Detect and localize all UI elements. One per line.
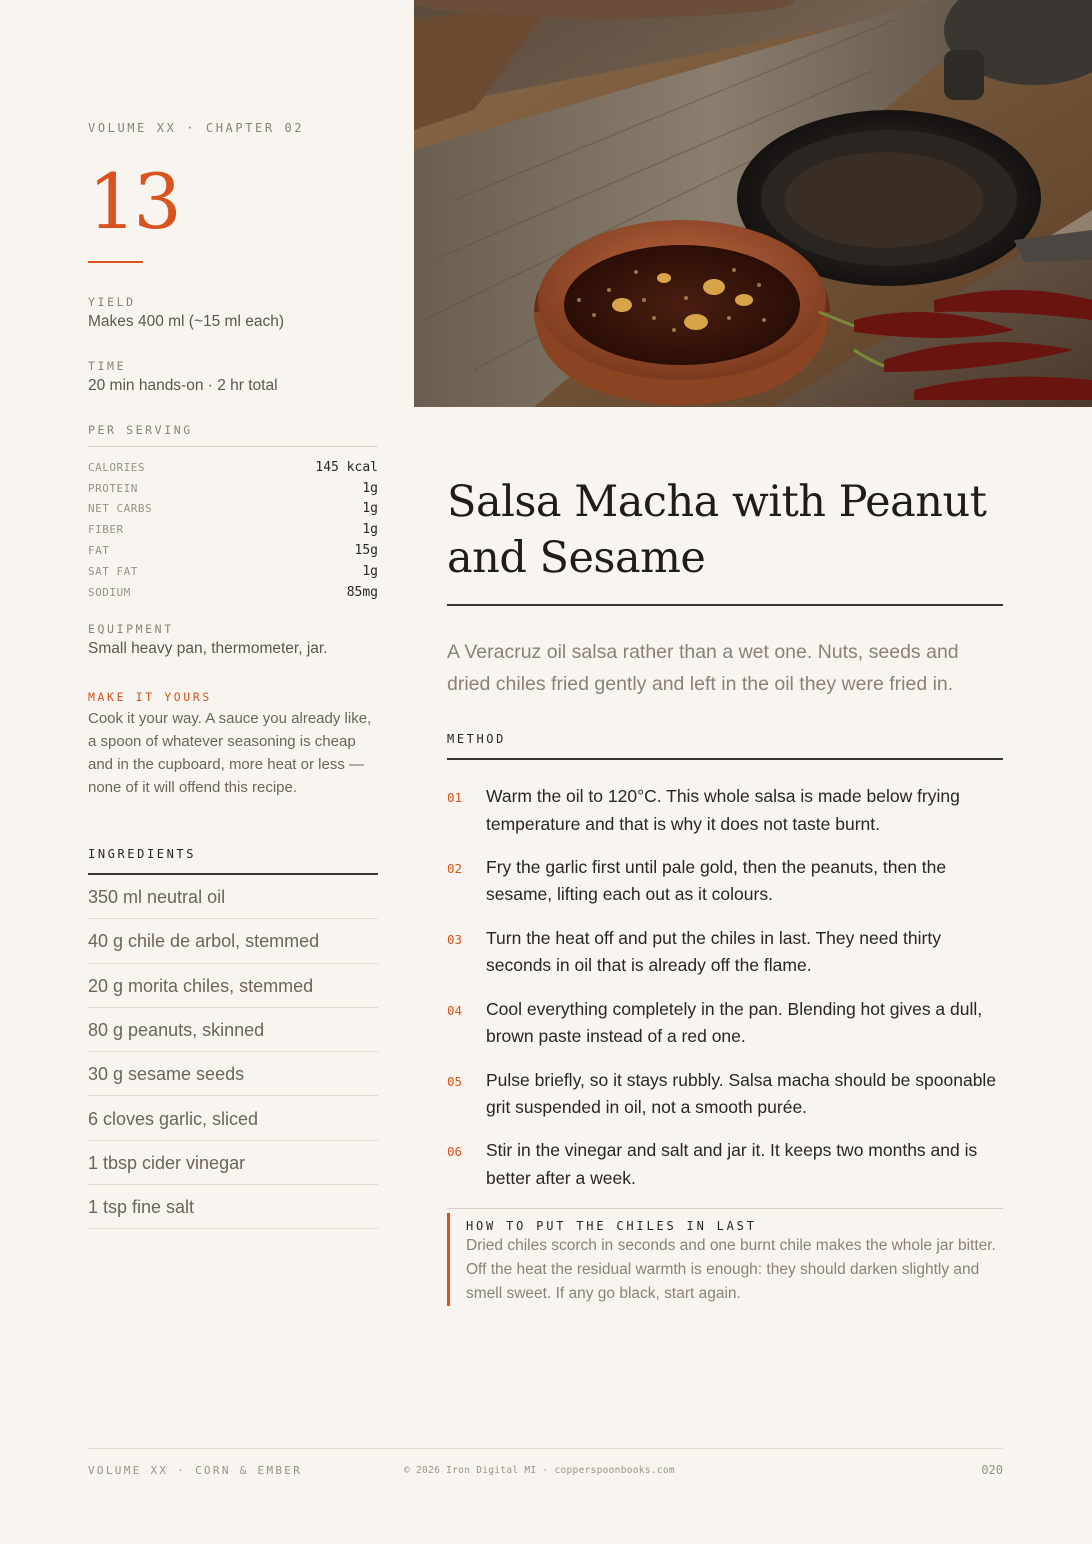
ingredient-item: 6 cloves garlic, sliced xyxy=(88,1096,378,1140)
method-step xyxy=(447,925,1003,996)
method-step xyxy=(447,783,1003,854)
ingredient-item: 40 g chile de arbol, stemmed xyxy=(88,919,378,963)
step-text: Fry the garlic first until pale gold, then the peanuts, then the sesame, lifting each out as it colours. xyxy=(486,856,947,905)
ingredient-item: 1 tbsp cider vinegar xyxy=(88,1141,378,1185)
step-number: 02 xyxy=(447,860,463,876)
nutrition-row xyxy=(88,582,378,603)
step-number: 01 xyxy=(447,790,463,805)
recipe-description: A Veracruz oil salsa rather than a wet one. Nuts, seeds and dried chiles fried gently and left in the oil they were fried in. xyxy=(447,641,959,695)
method-step xyxy=(447,996,1003,1067)
make-it-yours-block xyxy=(88,690,378,799)
ingredient-item: 30 g sesame seeds xyxy=(88,1052,378,1096)
page-number: 020 xyxy=(981,1463,1003,1477)
ingredient-item: 20 g morita chiles, stemmed xyxy=(88,964,378,1008)
step-text: Stir in the vinegar and salt and jar it. It keeps two months and is better after a week. xyxy=(486,1140,978,1188)
footer-copyright: © 2026 Iron Digital MI · copperspoonbooks.com xyxy=(404,1465,675,1476)
nutrition-value: 85mg xyxy=(346,584,378,600)
yield-block xyxy=(88,295,378,331)
ingredient-item: 350 ml neutral oil xyxy=(88,875,378,919)
tip-divider xyxy=(447,1208,1003,1209)
nutrition-name: FIBER xyxy=(88,523,124,537)
nutrition-row xyxy=(88,478,378,499)
yield-label: YIELD xyxy=(88,295,136,309)
recipe-title: Salsa Macha with Peanut and Sesame xyxy=(447,477,987,583)
nutrition-name: CALORIES xyxy=(88,460,145,474)
step-number: 03 xyxy=(447,931,463,947)
time-value: 20 min hands-on · 2 hr total xyxy=(88,377,278,394)
make-it-yours-label: MAKE IT YOURS xyxy=(88,690,212,704)
time-block xyxy=(88,359,378,395)
tip-text: Dried chiles scorch in seconds and one burnt chile makes the whole jar bitter. Off the heat the residual warmth is enough: they should darken slightly and smell sweet. If any go black, start again. xyxy=(466,1237,996,1302)
method-step xyxy=(447,1067,1003,1138)
equipment-label: EQUIPMENT xyxy=(88,622,174,636)
nutrition-value: 145 kcal xyxy=(315,459,378,475)
nutrition-row xyxy=(88,457,378,478)
nutrition-block xyxy=(88,423,378,603)
nutrition-name: FAT xyxy=(88,544,110,558)
hero-photo xyxy=(414,0,1092,407)
nutrition-divider xyxy=(88,446,378,447)
method-step xyxy=(447,854,1003,925)
yield-value: Makes 400 ml (~15 ml each) xyxy=(88,313,284,330)
nutrition-name: NET CARBS xyxy=(88,502,153,516)
per-serving-label: PER SERVING xyxy=(88,423,193,437)
ingredients-label: INGREDIENTS xyxy=(88,847,197,861)
equipment-value: Small heavy pan, thermometer, jar. xyxy=(88,640,328,657)
nutrition-row xyxy=(88,540,378,561)
step-number: 04 xyxy=(447,1002,463,1018)
step-text: Warm the oil to 120°C. This whole salsa is made below frying temperature and that is why it does not taste burnt. xyxy=(486,786,960,834)
nutrition-value: 1g xyxy=(362,522,378,538)
ingredient-item: 80 g peanuts, skinned xyxy=(88,1008,378,1052)
title-divider xyxy=(447,604,1003,606)
nutrition-row xyxy=(88,519,378,540)
nutrition-row xyxy=(88,499,378,520)
footer-divider xyxy=(88,1448,1003,1449)
recipe-number: 13 xyxy=(88,157,179,246)
step-text: Turn the heat off and put the chiles in last. They need thirty seconds in oil that is already off the flame. xyxy=(486,927,941,976)
step-text: Cool everything completely in the pan. Blending hot gives a dull, brown paste instead of a red one. xyxy=(486,998,983,1047)
make-it-yours-text: Cook it your way. A sauce you already like, a spoon of whatever seasoning is cheap and in the cupboard, more heat or less — none of it will offend this recipe. xyxy=(88,710,372,796)
nutrition-name: PROTEIN xyxy=(88,481,138,495)
nutrition-table xyxy=(88,457,378,603)
method-step xyxy=(447,1137,1003,1208)
ingredients-list xyxy=(88,875,378,1229)
nutrition-row xyxy=(88,561,378,582)
nutrition-name: SODIUM xyxy=(88,585,131,599)
chapter-kicker: VOLUME XX · CHAPTER 02 xyxy=(88,121,305,135)
tip-callout xyxy=(447,1213,1003,1306)
nutrition-value: 1g xyxy=(362,563,378,579)
nutrition-value: 1g xyxy=(362,501,378,517)
number-underline xyxy=(88,261,143,263)
step-text: Pulse briefly, so it stays rubbly. Salsa macha should be spoonable grit suspended in oil, not a smooth purée. xyxy=(486,1069,997,1118)
step-number: 06 xyxy=(447,1144,463,1160)
method-divider xyxy=(447,758,1003,760)
nutrition-value: 15g xyxy=(354,543,378,559)
equipment-block xyxy=(88,622,378,658)
method-steps xyxy=(447,783,1003,1208)
ingredients-block xyxy=(88,847,378,1229)
footer-book-title: VOLUME XX · CORN & EMBER xyxy=(88,1464,303,1477)
nutrition-name: SAT FAT xyxy=(88,564,138,578)
time-label: TIME xyxy=(88,359,127,373)
tip-label: HOW TO PUT THE CHILES IN LAST xyxy=(466,1219,757,1233)
ingredient-item: 1 tsp fine salt xyxy=(88,1185,378,1229)
method-label: METHOD xyxy=(447,732,506,746)
nutrition-value: 1g xyxy=(362,480,378,496)
step-number: 05 xyxy=(447,1073,463,1089)
